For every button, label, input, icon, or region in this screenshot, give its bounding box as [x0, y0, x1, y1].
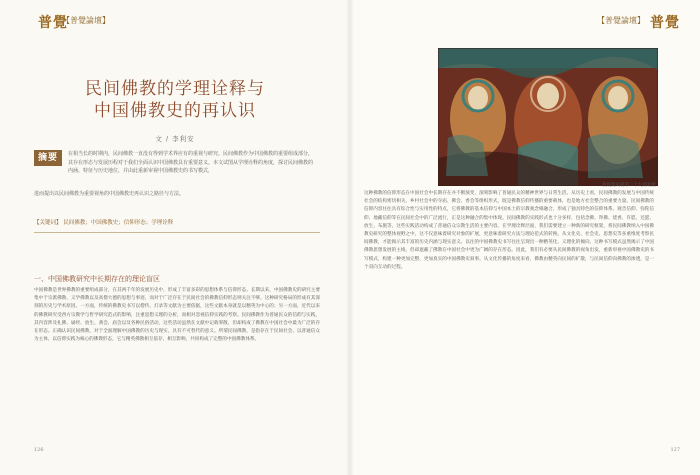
article-title-line-2: 中国佛教史的再认识: [94, 101, 256, 121]
section-divider: [34, 232, 320, 233]
right-page: [350, 0, 700, 475]
mural-caption: 敦煌莫高窟第二十九窟北壁: [602, 183, 656, 188]
abstract-text-continued: 进而提出以民间佛教为重要视角的中国佛教史再认识之路径与方法。: [34, 191, 185, 197]
page-number-right: 127: [670, 447, 680, 453]
mural-painting-illustration: [438, 48, 658, 186]
keywords: 【关键词】 民间佛教；中国佛教史；信仰形态；学理诠释: [34, 220, 174, 226]
column-tag: 【普覺論壇】: [62, 16, 110, 25]
article-author: 文 / 李利安: [155, 135, 195, 143]
article-title-line-1: 民间佛教的学理诠释与: [85, 79, 265, 99]
body-text-left: 中国佛教是世界佛教的重要组成部分，在其两千年的发展历史中，形成了丰富多彩的思想体系与信仰形态。长期以来，中国佛教史的研究主要集中于宗派佛教、义学佛教以及高僧大德的思想与事迹，而对于广泛存在于民间社会的佛教信仰形态则关注不够。这种研究格局的形成有其深刻的历史与学术原因。一方面，传统的佛教史书写以僧传、灯录等文献为主要依据，这些文献本身就是以精英为中心的；另一方面，近代以来的佛教研究受西方宗教学与哲学研究范式的影响，注重思想义理的分析，而相对忽视信仰实践的考察。民间佛教作为普通民众的信仰与实践，其内容涉及礼佛、诵经、放生、斋会、庙会以及各种民俗活动，这些活动虽然在文献中记载零散，但却构成了佛教在中国社会中最为广泛的存在形态。正确认识民间佛教，对于全面理解中国佛教的历史与现实，具有不可替代的意义。所谓民间佛教，是指存在于民间社会、以普通信众为主体、以信仰实践为核心的佛教形态，它与精英佛教相互依存、相互影响，共同构成了完整的中国佛教体系。: [34, 288, 320, 343]
article-title-block: [80, 78, 270, 143]
mural-image: [438, 48, 658, 186]
book-gutter: [346, 0, 354, 475]
abstract-text: 在相当长的时期内，民间佛教一直没有得到学术界应有的重视与研究。民间佛教作为中国佛教的重要组成部分，其存在形态与发展历程对于我们全面认识中国佛教具有重要意义。本文试图从学理诠释的角度，探讨民间佛教的内涵、特征与历史地位，并由此重新审视中国佛教史的书写模式，: [68, 151, 314, 174]
abstract-section: [34, 150, 314, 226]
page-number-left: 126: [34, 447, 44, 453]
abstract-label: 摘要: [34, 150, 62, 166]
body-text-right: 这种佛教的信仰形态在中国社会中长期存在并不断演变，深刻影响了普通民众的精神世界与日常生活。从历史上看，民间佛教的发展与中国传统社会的结构密切相关，乡村社会中的寺庙、佛会、香会等组织形式，既是佛教信仰传播的重要载体，也是地方社会整合的重要力量。民间佛教的信仰内容往往具有综合性与实用性的特点，它将佛教的基本信仰与中国本土的宗教观念相融合，形成了独具特色的信仰体系。观音信仰、弥陀信仰、地藏信仰等在民间社会中的广泛流行，正是这种融合的集中体现。民间佛教的实践形式也十分多样，包括念佛、拜佛、烧香、许愿、还愿、放生、布施等，这些实践活动构成了普通信众宗教生活的主要内容。在学理诠释层面，我们需要建立一种新的研究框架，将民间佛教纳入中国佛教史研究的整体视野之中。这不仅意味着研究对象的扩展，更意味着研究方法与理论范式的转换。从文化史、社会史、思想史等多重维度考察民间佛教，才能揭示其丰富的历史内涵与现实意义。以往的中国佛教史书写往往呈现出一种精英化、义理化的倾向，这种书写模式虽然揭示了中国佛教思想发展的主线，但却遮蔽了佛教在中国社会中更为广阔的存在形态。因此，我们有必要从民间佛教的视角出发，重新审视中国佛教史的书写模式，构建一种更加完整、更加真实的中国佛教史叙事。从文化传播的角度来看，佛教由精英向民间的扩散，与民间信仰向佛教的渗透，是一个双向互动的过程。: [364, 191, 654, 270]
magazine-logo: 普覺: [38, 15, 68, 31]
section-heading: 一、中国佛教研究中长期存在的理论盲区: [34, 275, 160, 283]
column-tag-right: 【普覺論壇】: [597, 16, 645, 25]
magazine-logo-right: 普覺: [650, 15, 680, 31]
